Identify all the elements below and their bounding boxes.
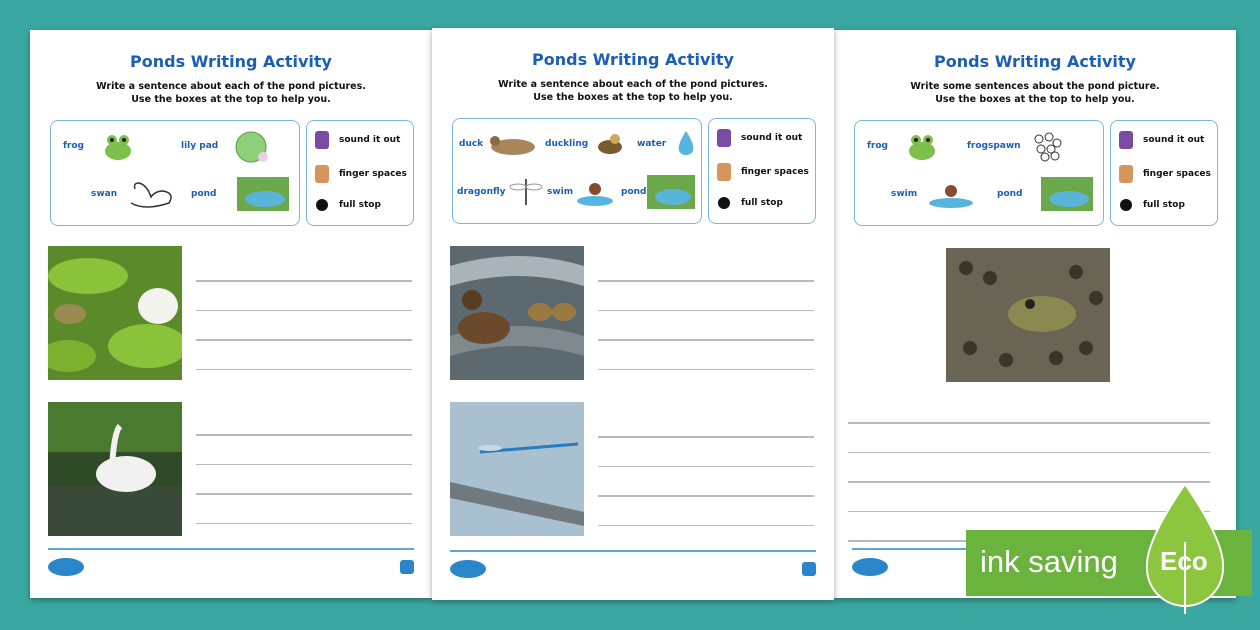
page-title: Ponds Writing Activity <box>532 50 734 69</box>
page-title: Ponds Writing Activity <box>934 52 1136 71</box>
instructions <box>432 78 834 104</box>
word-bank <box>452 118 702 224</box>
publisher-logo <box>450 560 486 578</box>
word-frog: frog <box>63 141 84 151</box>
instruction-line-2: Use the boxes at the top to help you. <box>131 94 331 105</box>
full-stop-icon <box>1120 199 1132 211</box>
word-bank <box>50 120 300 226</box>
lily-pad-icon <box>233 129 271 165</box>
instructions <box>30 80 432 106</box>
word-pond: pond <box>997 189 1023 199</box>
writing-tips <box>708 118 816 224</box>
word-lily-pad: lily pad <box>181 141 219 151</box>
duckling-icon <box>593 131 625 157</box>
swimmer-icon <box>575 175 615 209</box>
word-duckling: duckling <box>545 139 589 149</box>
tip-finger-spaces: finger spaces <box>717 163 809 181</box>
word-pond: pond <box>621 187 647 197</box>
word-water: water <box>637 139 667 149</box>
dragonfly-icon <box>509 177 543 207</box>
tip-sound-it-out: sound it out <box>1119 131 1204 149</box>
frogspawn-icon <box>1029 129 1065 165</box>
writing-tips <box>306 120 414 226</box>
instruction-line-1: Write a sentence about each of the pond pictures. <box>96 81 366 92</box>
tip-full-stop: full stop <box>717 197 783 209</box>
publisher-badge-icon <box>400 560 414 574</box>
footer-rule <box>48 548 414 550</box>
photo-dragonfly <box>450 402 584 536</box>
child-speaking-icon <box>315 131 329 149</box>
writing-lines-2[interactable] <box>196 434 412 552</box>
finger-icon <box>315 165 329 183</box>
instruction-line-2: Use the boxes at the top to help you. <box>533 92 733 103</box>
photo-frog-frogspawn <box>946 248 1110 382</box>
worksheet-page-2[interactable] <box>432 28 834 600</box>
instructions <box>834 80 1236 106</box>
word-dragonfly: dragonfly <box>457 187 506 197</box>
child-speaking-icon <box>717 129 731 147</box>
writing-lines-1[interactable] <box>598 280 814 398</box>
frog-icon <box>905 131 939 163</box>
tip-sound-it-out: sound it out <box>315 131 400 149</box>
writing-tips <box>1110 120 1218 226</box>
tip-full-stop: full stop <box>315 199 381 211</box>
swan-icon <box>125 177 177 211</box>
water-drop-icon <box>675 129 697 159</box>
writing-lines-2[interactable] <box>598 436 814 554</box>
word-frogspawn: frogspawn <box>967 141 1021 151</box>
worksheet-page-1[interactable] <box>30 30 432 598</box>
word-swim: swim <box>891 189 918 199</box>
finger-icon <box>1119 165 1133 183</box>
eco-label: Eco <box>1160 546 1208 576</box>
instruction-line-2: Use the boxes at the top to help you. <box>935 94 1135 105</box>
duck-icon <box>487 131 537 157</box>
instruction-line-1: Write some sentences about the pond picture. <box>910 81 1160 92</box>
tip-full-stop: full stop <box>1119 199 1185 211</box>
swimmer-icon <box>927 177 975 211</box>
footer-mark <box>400 560 414 574</box>
photo-swan <box>48 402 182 536</box>
finger-icon <box>717 163 731 181</box>
word-frog: frog <box>867 141 888 151</box>
footer-mark <box>802 562 816 576</box>
photo-frog-lily <box>48 246 182 380</box>
publisher-logo <box>48 558 84 576</box>
pond-icon <box>647 175 695 209</box>
writing-lines-1[interactable] <box>196 280 412 398</box>
word-swim: swim <box>547 187 574 197</box>
pond-icon <box>1041 177 1093 211</box>
ink-saving-text: ink saving <box>980 544 1118 579</box>
photo-ducks <box>450 246 584 380</box>
publisher-logo <box>852 558 888 576</box>
footer-rule <box>450 550 816 552</box>
pond-icon <box>237 177 289 211</box>
page-title: Ponds Writing Activity <box>130 52 332 71</box>
word-duck: duck <box>459 139 484 149</box>
child-speaking-icon <box>1119 131 1133 149</box>
word-bank <box>854 120 1104 226</box>
full-stop-icon <box>316 199 328 211</box>
publisher-badge-icon <box>802 562 816 576</box>
frog-icon <box>101 131 135 163</box>
word-pond: pond <box>191 189 217 199</box>
tip-sound-it-out: sound it out <box>717 129 802 147</box>
word-swan: swan <box>91 189 118 199</box>
tip-finger-spaces: finger spaces <box>315 165 407 183</box>
tip-finger-spaces: finger spaces <box>1119 165 1211 183</box>
instruction-line-1: Write a sentence about each of the pond pictures. <box>498 79 768 90</box>
full-stop-icon <box>718 197 730 209</box>
